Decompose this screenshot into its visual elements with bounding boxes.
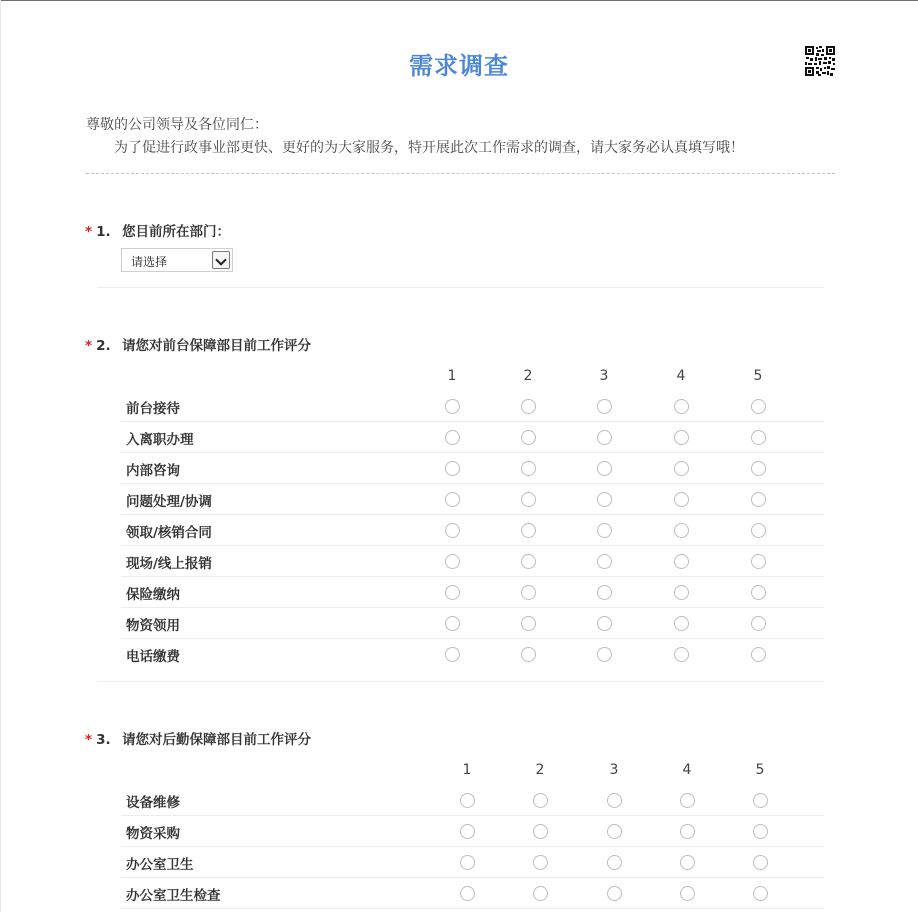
rating-radio-4[interactable] [674,585,689,600]
rating-radio-3[interactable] [597,399,612,414]
rating-radio-1[interactable] [445,616,460,631]
rating-radio-2[interactable] [521,585,536,600]
rating-radio-1[interactable] [445,461,460,476]
rating-radio-4[interactable] [674,616,689,631]
rating-radio-4[interactable] [680,793,695,808]
rating-radio-2[interactable] [521,647,536,662]
scale-header-5: 5 [755,762,765,778]
rating-radio-4[interactable] [680,855,695,870]
window-top-border [0,0,918,1]
rating-radio-4[interactable] [674,461,689,476]
rating-radio-4[interactable] [674,430,689,445]
intro-divider [86,173,835,174]
rating-radio-2[interactable] [521,616,536,631]
rating-radio-3[interactable] [597,585,612,600]
row-separator [121,877,824,878]
rating-radio-1[interactable] [445,430,460,445]
rating-radio-5[interactable] [751,399,766,414]
rating-radio-5[interactable] [751,616,766,631]
question-divider [97,287,824,288]
question-text: 您目前所在部门： [122,224,231,240]
row-separator [121,514,824,515]
rating-radio-3[interactable] [607,886,622,901]
rating-radio-3[interactable] [597,523,612,538]
page-left-border [0,0,1,912]
question-divider [97,681,824,682]
rating-radio-2[interactable] [521,430,536,445]
rating-radio-2[interactable] [521,461,536,476]
rating-row-label: 保险缴纳 [126,587,180,603]
rating-row-label: 问题处理/协调 [126,494,212,510]
department-select-value: 请选择 [131,255,168,269]
rating-radio-2[interactable] [521,523,536,538]
rating-radio-1[interactable] [445,647,460,662]
rating-radio-4[interactable] [680,824,695,839]
rating-row-label: 前台接待 [126,401,180,417]
rating-row-label: 物资领用 [126,618,180,634]
rating-row-label: 设备维修 [126,795,180,811]
rating-radio-4[interactable] [674,492,689,507]
row-separator [121,607,824,608]
row-separator [121,908,824,909]
question-2-title [85,334,311,354]
rating-radio-5[interactable] [753,824,768,839]
scale-header-3: 3 [599,368,609,384]
rating-row-label: 办公室卫生检查 [126,888,221,904]
rating-row-label: 电话缴费 [126,649,180,665]
row-separator [121,576,824,577]
rating-radio-5[interactable] [751,461,766,476]
chevron-down-icon[interactable] [212,251,230,269]
rating-radio-2[interactable] [533,824,548,839]
required-mark: * [85,338,93,354]
rating-radio-1[interactable] [460,793,475,808]
question-number: 2. [96,338,111,354]
rating-radio-3[interactable] [597,461,612,476]
scale-header-1: 1 [462,762,472,778]
rating-radio-1[interactable] [445,585,460,600]
row-separator [121,638,824,639]
rating-radio-5[interactable] [751,492,766,507]
rating-radio-1[interactable] [445,523,460,538]
rating-radio-3[interactable] [597,492,612,507]
question-text: 请您对前台保障部目前工作评分 [122,338,312,354]
rating-radio-5[interactable] [751,554,766,569]
rating-radio-2[interactable] [533,886,548,901]
rating-radio-3[interactable] [597,430,612,445]
scale-header-4: 4 [676,368,686,384]
rating-row-label: 现场/线上报销 [126,556,212,572]
rating-radio-2[interactable] [533,793,548,808]
intro-body: 为了促进行政事业部更快、更好的为大家服务，特开展此次工作需求的调查，请大家务必认真填写哦！ [114,140,744,156]
rating-radio-5[interactable] [751,430,766,445]
rating-radio-4[interactable] [674,399,689,414]
rating-radio-4[interactable] [674,647,689,662]
question-number: 3. [96,732,111,748]
row-separator [121,421,824,422]
rating-radio-2[interactable] [521,554,536,569]
rating-row-label: 领取/核销合同 [126,525,212,541]
rating-radio-4[interactable] [674,523,689,538]
row-separator [121,483,824,484]
scale-header-5: 5 [753,368,763,384]
rating-radio-3[interactable] [597,554,612,569]
rating-radio-1[interactable] [460,824,475,839]
rating-radio-2[interactable] [521,399,536,414]
required-mark: * [85,732,93,748]
rating-radio-4[interactable] [680,886,695,901]
scale-header-2: 2 [523,368,533,384]
required-mark: * [85,224,93,240]
question-3-title [85,728,311,748]
scale-header-2: 2 [535,762,545,778]
rating-radio-5[interactable] [751,523,766,538]
rating-radio-3[interactable] [597,616,612,631]
row-separator [121,846,824,847]
row-separator [121,452,824,453]
rating-radio-1[interactable] [445,554,460,569]
question-text: 请您对后勤保障部目前工作评分 [122,732,312,748]
rating-row-label: 内部咨询 [126,463,180,479]
rating-radio-5[interactable] [751,585,766,600]
rating-radio-1[interactable] [460,886,475,901]
rating-radio-3[interactable] [607,793,622,808]
rating-row-label: 办公室卫生 [126,857,194,873]
rating-radio-5[interactable] [753,886,768,901]
rating-radio-5[interactable] [751,647,766,662]
scale-header-3: 3 [609,762,619,778]
rating-radio-3[interactable] [607,824,622,839]
rating-radio-4[interactable] [674,554,689,569]
qr-code-icon[interactable] [805,46,835,76]
intro-salutation: 尊敬的公司领导及各位同仁： [86,117,268,133]
question-1-title [85,220,230,240]
rating-row-label: 入离职办理 [126,432,194,448]
row-separator [121,815,824,816]
rating-radio-1[interactable] [445,399,460,414]
rating-radio-5[interactable] [753,793,768,808]
rating-radio-5[interactable] [753,855,768,870]
rating-radio-3[interactable] [597,647,612,662]
rating-radio-1[interactable] [460,855,475,870]
rating-radio-2[interactable] [533,855,548,870]
department-select[interactable] [121,248,233,272]
survey-title: 需求调查 [409,52,509,80]
scale-header-4: 4 [682,762,692,778]
row-separator [121,545,824,546]
rating-radio-1[interactable] [445,492,460,507]
scale-header-1: 1 [447,368,457,384]
rating-radio-2[interactable] [521,492,536,507]
rating-row-label: 物资采购 [126,826,180,842]
rating-radio-3[interactable] [607,855,622,870]
question-number: 1. [96,224,111,240]
